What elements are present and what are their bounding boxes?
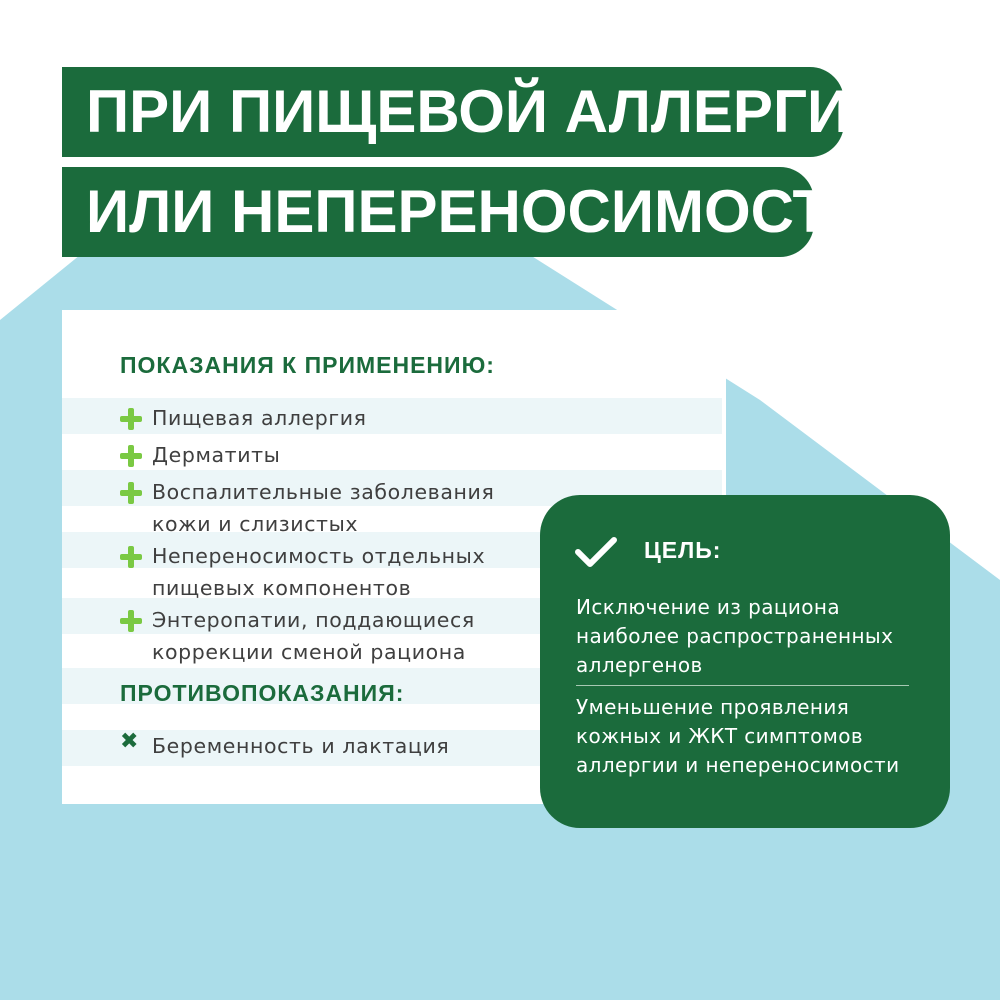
goal-card [540, 495, 950, 828]
divider [576, 685, 909, 686]
title-line-2: ИЛИ НЕПЕРЕНОСИМОСТИ [62, 167, 814, 257]
goal-heading: ЦЕЛЬ: [644, 537, 722, 563]
check-icon [574, 535, 618, 569]
plus-icon [120, 445, 142, 467]
goal-point: Исключение из рациона наиболее распространенных аллергенов [576, 595, 894, 677]
cross-icon: ✖ [120, 729, 139, 754]
indications-heading: ПОКАЗАНИЯ К ПРИМЕНЕНИЮ: [120, 352, 495, 378]
title-line-1: ПРИ ПИЩЕВОЙ АЛЛЕРГИИ [62, 67, 844, 157]
plus-icon [120, 610, 142, 632]
plus-icon [120, 546, 142, 568]
contraindications-heading: ПРОТИВОПОКАЗАНИЯ: [120, 680, 405, 706]
plus-icon [120, 408, 142, 430]
plus-icon [120, 482, 142, 504]
goal-point: Уменьшение проявления кожных и ЖКТ симптомов аллергии и непереносимости [576, 695, 900, 777]
indications-card: ПОКАЗАНИЯ К ПРИМЕНЕНИЮ: Пищевая аллергия Дерматиты Воспалительные заболевания кожи и слизистых Непереносимость отдельных пищевых компонентов Энтеропатии, поддающиеся коррекции сменой рациона ПРОТИВОПОКАЗАНИЯ: ✖ Беременность и лактация [62, 310, 726, 804]
